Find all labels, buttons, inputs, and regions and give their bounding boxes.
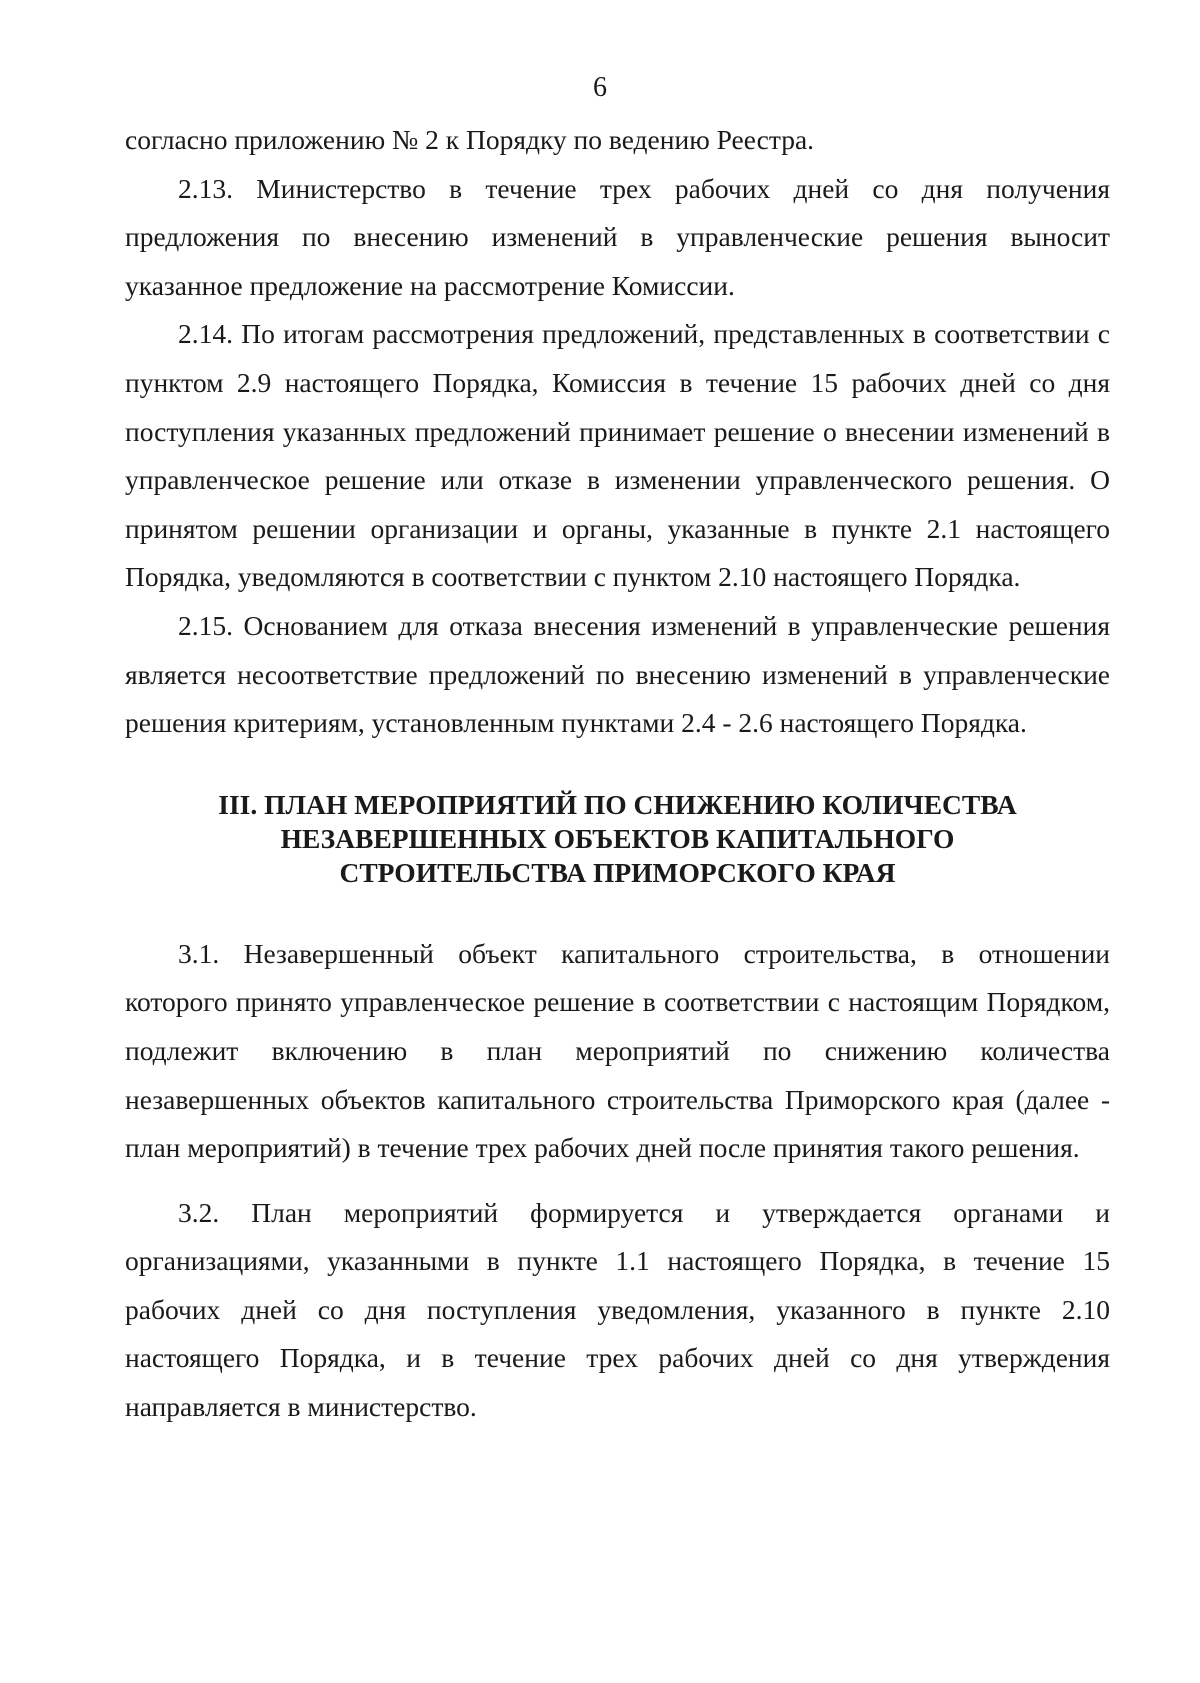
section-heading-line-3: СТРОИТЕЛЬСТВА ПРИМОРСКОГО КРАЯ bbox=[339, 856, 896, 888]
paragraph-continuation: согласно приложению № 2 к Порядку по ведению Реестра. bbox=[125, 124, 815, 155]
section-heading bbox=[125, 788, 1110, 890]
page-number: 6 bbox=[593, 72, 607, 103]
paragraph-3-2: 3.2. План мероприятий формируется и утверждается органами и организациями, указанными в пункте 1.1 настоящего Порядка, в течение 15 рабочих дней со дня поступления уведомления, указанного в пункте 2.10 настоящего Порядка, и в течение трех рабочих дней со дня утверждения направляется в министерство. bbox=[125, 1196, 1110, 1423]
section-heading-line-1: III. ПЛАН МЕРОПРИЯТИЙ ПО СНИЖЕНИЮ КОЛИЧЕСТВА bbox=[218, 788, 1017, 820]
paragraph-2-15: 2.15. Основанием для отказа внесения изменений в управленческие решения является несоответствие предложений по внесению изменений в управленческие решения критериям, установленным пунктами 2.4 - 2.6 настоящего Порядка. bbox=[125, 609, 1110, 739]
section-heading-line-2: НЕЗАВЕРШЕННЫХ ОБЪЕКТОВ КАПИТАЛЬНОГО bbox=[280, 822, 955, 854]
paragraph-gap bbox=[125, 1173, 1110, 1189]
paragraph-2-13: 2.13. Министерство в течение трех рабочих дней со дня получения предложения по внесению изменений в управленческие решения выносит указанное предложение на рассмотрение Комиссии. bbox=[125, 172, 1110, 301]
document-body bbox=[125, 116, 1110, 1432]
paragraph-2-14: 2.14. По итогам рассмотрения предложений, представленных в соответствии с пунктом 2.9 настоящего Порядка, Комиссия в течение 15 рабочих дней со дня поступления указанных предложений принимает решение о внесении изменений в управленческое решение или отказе в изменении управленческого решения. О принятом решении организации и органы, указанные в пункте 2.1 настоящего Порядка, уведомляются в соответствии с пунктом 2.10 настоящего Порядка. bbox=[125, 318, 1110, 593]
paragraph-3-1: 3.1. Незавершенный объект капитального строительства, в отношении которого принято управленческое решение в соответствии с настоящим Порядком, подлежит включению в план мероприятий по снижению количества незавершенных объектов капитального строительства Приморского края (далее - план мероприятий) в течение трех рабочих дней после принятия такого решения. bbox=[125, 937, 1110, 1164]
